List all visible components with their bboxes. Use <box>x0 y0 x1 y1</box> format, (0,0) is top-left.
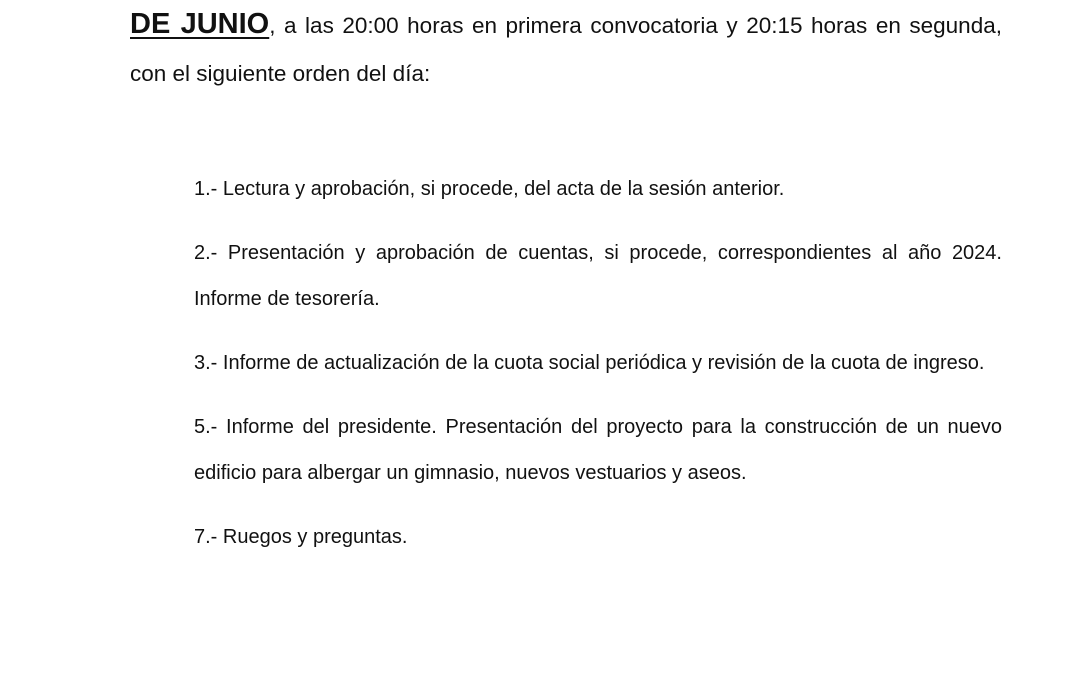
agenda-item-5: 5.- Informe del presidente. Presentación del proyecto para la construcción de un nuevo edificio para albergar un gimnasio, nuevos vestuarios y aseos. <box>194 416 1002 484</box>
agenda-item-2: 2.- Presentación y aprobación de cuentas, si procede, correspondientes al año 2024. Informe de tesorería. <box>194 242 1002 310</box>
date-emphasis: DE JUNIO <box>130 8 270 40</box>
intro-text-line2: segunda, con el siguiente orden del día: <box>130 13 1002 86</box>
agenda-item-7: 7.- Ruegos y preguntas. <box>194 526 408 548</box>
intro-text-line1: , a las 20:00 horas en primera convocatoria y 20:15 horas en <box>269 13 901 38</box>
agenda-item-3: 3.- Informe de actualización de la cuota social periódica y revisión de la cuota de ingreso. <box>194 352 985 374</box>
intro-paragraph <box>130 0 1002 98</box>
agenda-list <box>194 166 1002 578</box>
agenda-item-1: 1.- Lectura y aprobación, si procede, del acta de la sesión anterior. <box>194 178 785 200</box>
